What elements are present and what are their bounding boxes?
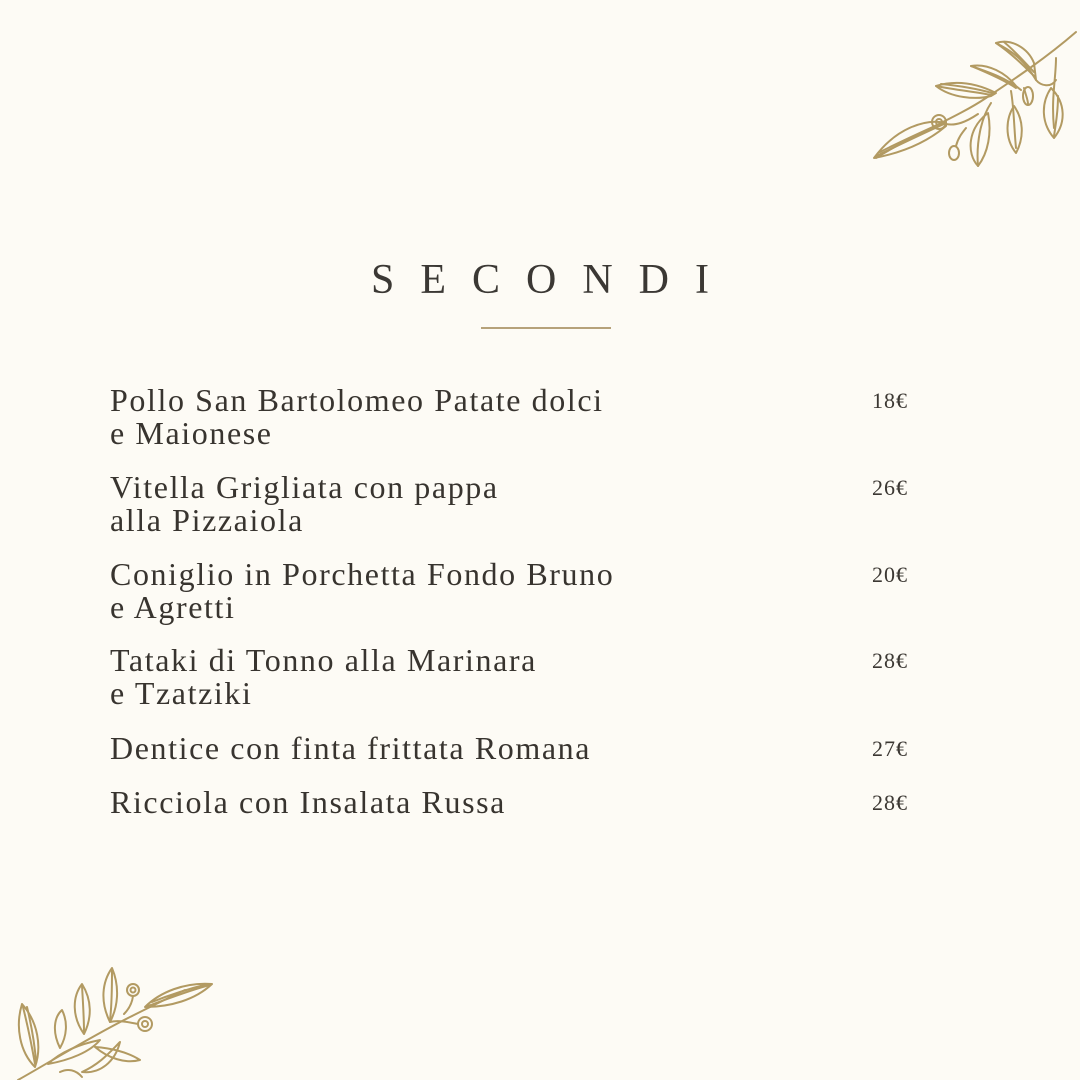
title-divider — [481, 327, 611, 329]
menu-item-price: 28€ — [872, 648, 908, 673]
menu-item-name-line: Tataki di Tonno alla Marinara — [110, 642, 537, 678]
olive-branch-icon — [0, 952, 220, 1080]
menu-item-name-line: e Agretti — [110, 589, 236, 625]
menu-item-price: 18€ — [872, 388, 908, 413]
menu-item-name-line: Pollo San Bartolomeo Patate dolci — [110, 382, 604, 418]
page-title: SECONDI — [370, 257, 735, 304]
menu-item-name — [110, 644, 730, 710]
menu-item-name-line: e Maionese — [110, 415, 273, 451]
menu-item-name-line: alla Pizzaiola — [110, 502, 304, 538]
menu-item-price: 27€ — [872, 736, 908, 761]
menu-item-name-line: Coniglio in Porchetta Fondo Bruno — [110, 556, 615, 592]
menu-item-name — [110, 471, 730, 537]
olive-branch-icon — [866, 18, 1080, 168]
menu-item-name-line: e Tzatziki — [110, 675, 253, 711]
menu-item-name — [110, 732, 730, 765]
menu-item-price: 26€ — [872, 475, 908, 500]
menu-item-name-line: Vitella Grigliata con pappa — [110, 469, 499, 505]
menu-item-name-line: Dentice con finta frittata Romana — [110, 730, 592, 766]
menu-item-price: 28€ — [872, 790, 908, 815]
menu-item-name — [110, 786, 730, 819]
menu-item-price: 20€ — [872, 562, 908, 587]
menu-item-name-line: Ricciola con Insalata Russa — [110, 784, 506, 820]
menu-item-name — [110, 558, 730, 624]
menu-item-name — [110, 384, 730, 450]
